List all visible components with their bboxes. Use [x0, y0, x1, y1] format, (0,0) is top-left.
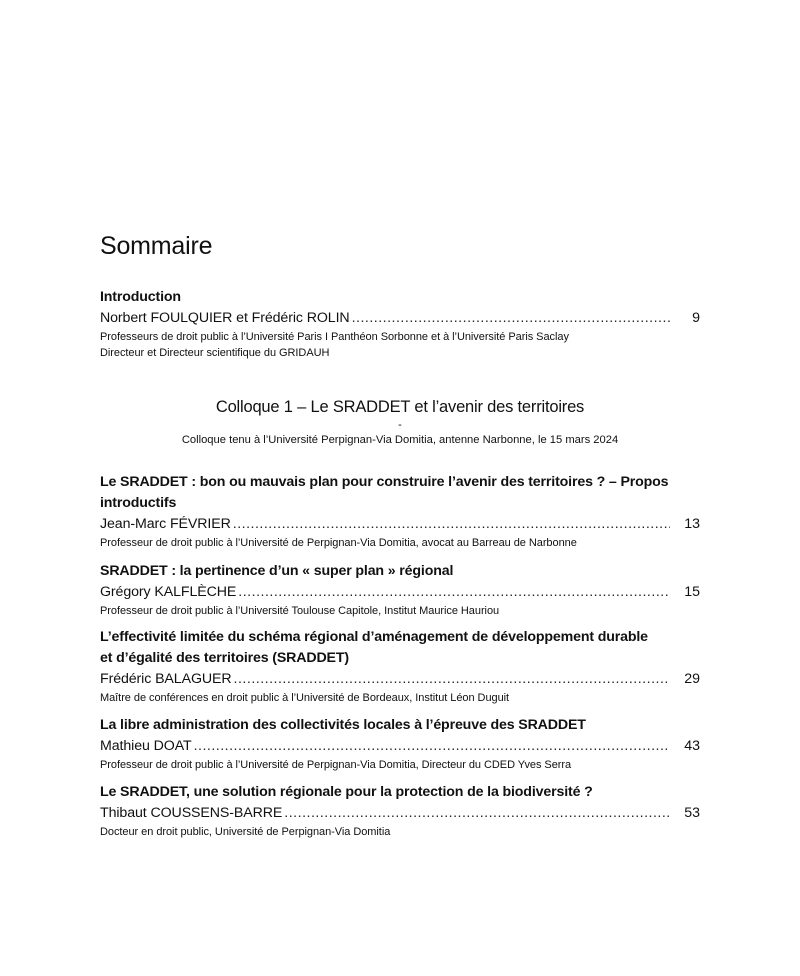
- page-number: 13: [684, 516, 700, 532]
- toc-author-line[interactable]: [100, 514, 700, 535]
- section-header-colloque: [100, 396, 700, 448]
- dot-leader: [238, 582, 670, 603]
- entry-title: L’effectivité limitée du schéma régional d’aménagement de développement durable: [100, 629, 648, 645]
- page-number: 53: [684, 805, 700, 821]
- entry-author: Norbert FOULQUIER et Frédéric ROLIN: [100, 310, 350, 326]
- entry-author: Frédéric BALAGUER: [100, 671, 232, 687]
- entry-title: introductifs: [100, 495, 177, 511]
- dot-leader: [352, 308, 670, 329]
- section-subtitle: Colloque tenu à l’Université Perpignan-Via Domitia, antenne Narbonne, le 15 mars 2024: [181, 434, 619, 446]
- toc-entry: [100, 472, 700, 551]
- entry-author: Thibaut COUSSENS-BARRE: [100, 805, 283, 821]
- entry-affiliation: Maître de conférences en droit public à l’Université de Bordeaux, Institut Léon Duguit: [100, 692, 510, 704]
- dot-leader: [284, 803, 670, 824]
- dot-leader: [233, 514, 670, 535]
- toc-entry: [100, 627, 700, 706]
- document-page: [100, 0, 700, 976]
- page-number: 29: [684, 671, 700, 687]
- page-number: 15: [684, 584, 700, 600]
- toc-author-line[interactable]: [100, 308, 700, 329]
- entry-affiliation: Docteur en droit public, Université de Perpignan-Via Domitia: [100, 826, 391, 838]
- toc-entry: [100, 715, 700, 773]
- toc-entry: [100, 561, 700, 619]
- entry-title: Le SRADDET : bon ou mauvais plan pour construire l’avenir des territoires ? – Propos: [100, 474, 669, 490]
- section-title: Colloque 1 – Le SRADDET et l’avenir des territoires: [215, 398, 585, 416]
- toc-entry: [100, 782, 700, 840]
- section-separator: -: [398, 419, 402, 431]
- toc-author-line[interactable]: [100, 803, 700, 824]
- entry-affiliation: Professeur de droit public à l’Université de Perpignan-Via Domitia, avocat au Barreau de Narbonne: [100, 537, 577, 549]
- entry-heading: Introduction: [100, 289, 181, 305]
- entry-author: Grégory KALFLÈCHE: [100, 584, 237, 600]
- dot-leader: [194, 736, 670, 757]
- entry-affiliation: Professeur de droit public à l’Université de Perpignan-Via Domitia, Directeur du CDED Yves Serra: [100, 759, 572, 771]
- entry-author: Mathieu DOAT: [100, 738, 192, 754]
- toc-author-line[interactable]: [100, 736, 700, 757]
- entry-title: et d’égalité des territoires (SRADDET): [100, 650, 349, 666]
- entry-title: SRADDET : la pertinence d’un « super plan » régional: [100, 563, 454, 579]
- entry-affiliation: Directeur et Directeur scientifique du GRIDAUH: [100, 347, 330, 359]
- entry-title: La libre administration des collectivités locales à l’épreuve des SRADDET: [100, 717, 586, 733]
- page-title: Sommaire: [100, 232, 213, 260]
- entry-title: Le SRADDET, une solution régionale pour la protection de la biodiversité ?: [100, 784, 593, 800]
- page-number: 9: [692, 310, 700, 326]
- entry-affiliation: Professeurs de droit public à l’Université Paris I Panthéon Sorbonne et à l’Université Paris Saclay: [100, 331, 569, 343]
- toc-author-line[interactable]: [100, 669, 700, 690]
- toc-author-line[interactable]: [100, 582, 700, 603]
- entry-affiliation: Professeur de droit public à l’Université Toulouse Capitole, Institut Maurice Hauriou: [100, 605, 500, 617]
- entry-author: Jean-Marc FÉVRIER: [100, 516, 231, 532]
- toc-entry-introduction: [100, 287, 700, 361]
- page-number: 43: [684, 738, 700, 754]
- dot-leader: [234, 669, 670, 690]
